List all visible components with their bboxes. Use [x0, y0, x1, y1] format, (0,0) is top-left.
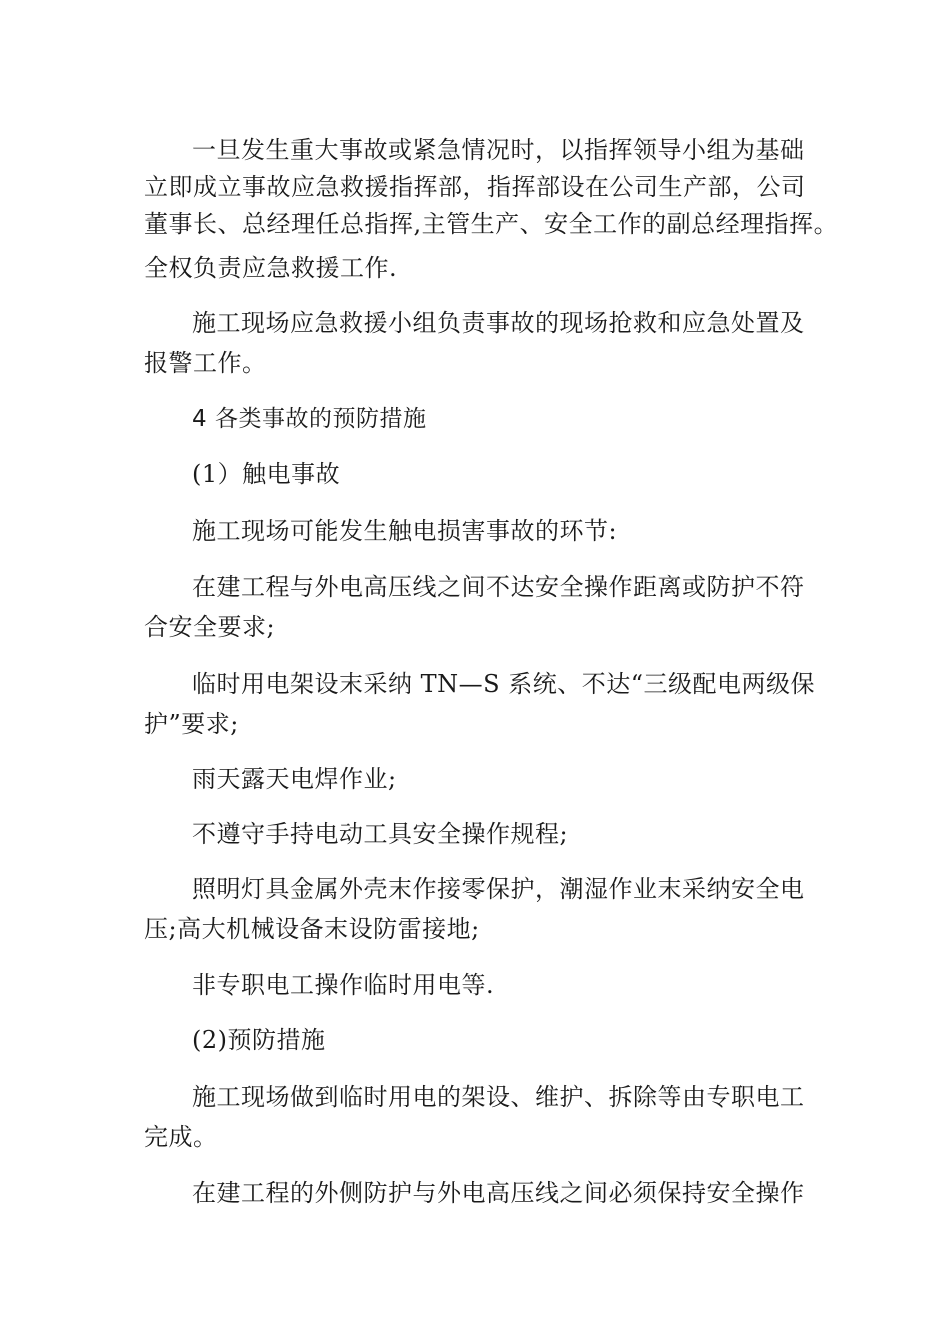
paragraph-2-line-2: 报警工作。: [144, 349, 267, 377]
paragraph-6: 雨天露天电焊作业;: [192, 765, 397, 793]
paragraph-1-line-3: 董事长、总经理任总指挥,主管生产、安全工作的副总经理指挥。: [144, 210, 839, 238]
paragraph-10-line-1: 施工现场做到临时用电的架设、维护、拆除等由专职电工: [192, 1083, 805, 1111]
paragraph-2-line-1: 施工现场应急救援小组负责事故的现场抢救和应急处置及: [192, 309, 805, 337]
paragraph-11-line-1: 在建工程的外侧防护与外电高压线之间必须保持安全操作: [192, 1179, 805, 1207]
paragraph-7: 不遵守手持电动工具安全操作规程;: [192, 820, 569, 848]
paragraph-4-line-2: 合安全要求;: [144, 613, 276, 641]
paragraph-8-line-2: 压;高大机械设备末设防雷接地;: [144, 915, 480, 943]
subsection-heading-2: (2)预防措施: [192, 1026, 326, 1054]
paragraph-3: 施工现场可能发生触电损害事故的环节:: [192, 517, 618, 545]
paragraph-5-line-1: 临时用电架设末采纳 TN—S 系统、不达“三级配电两级保: [192, 670, 815, 698]
paragraph-1-line-1: 一旦发生重大事故或紧急情况时，以指挥领导小组为基础: [192, 136, 805, 164]
paragraph-1-line-4: 全权负责应急救援工作.: [144, 254, 398, 282]
subsection-heading-1: (1）触电事故: [192, 460, 341, 488]
paragraph-1-line-2: 立即成立事故应急救援指挥部，指挥部设在公司生产部，公司: [144, 173, 806, 201]
paragraph-8-line-1: 照明灯具金属外壳末作接零保护，潮湿作业末采纳安全电: [192, 875, 805, 903]
paragraph-9: 非专职电工操作临时用电等.: [192, 971, 495, 999]
paragraph-5-line-2: 护”要求;: [144, 710, 239, 738]
section-heading: 4 各类事故的预防措施: [192, 406, 427, 432]
paragraph-10-line-2: 完成。: [144, 1123, 218, 1151]
paragraph-4-line-1: 在建工程与外电高压线之间不达安全操作距离或防护不符: [192, 573, 805, 601]
